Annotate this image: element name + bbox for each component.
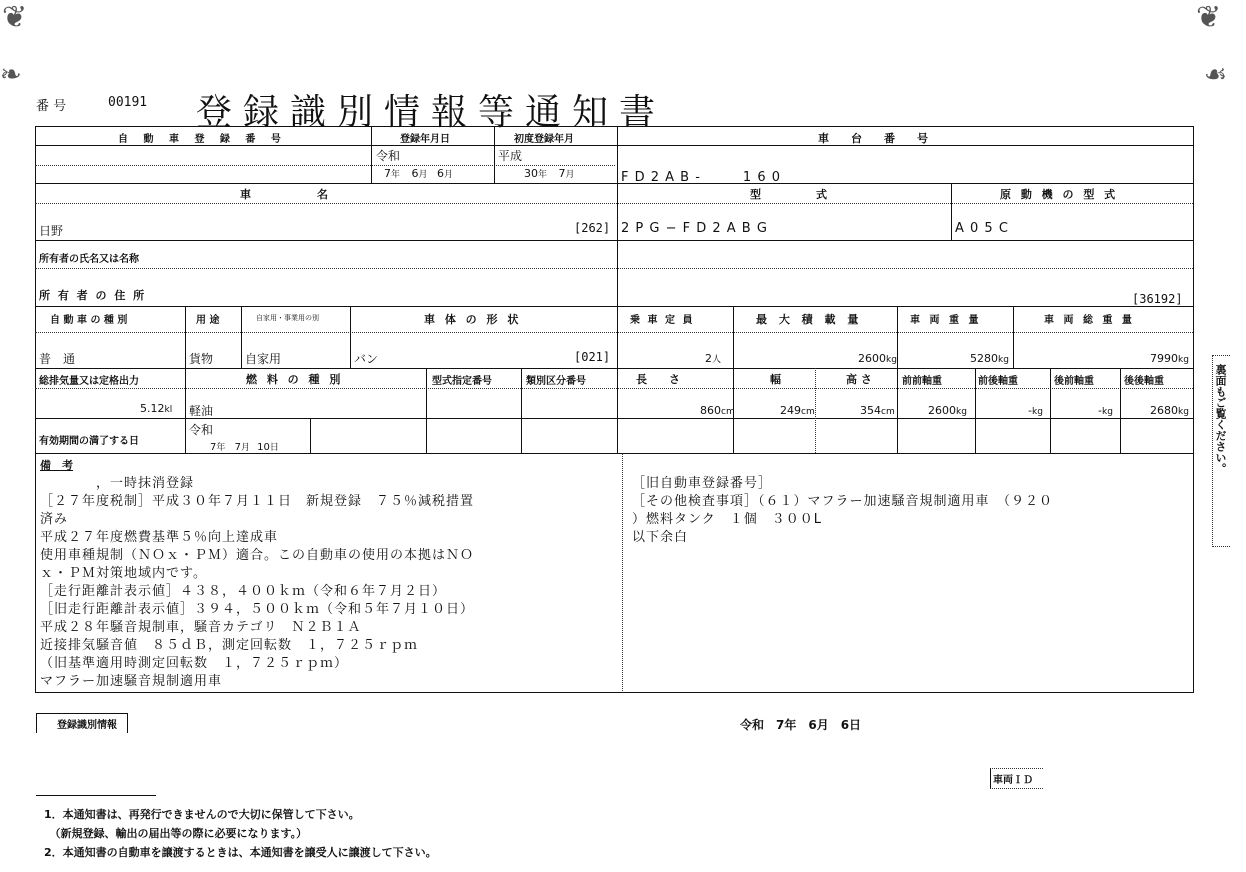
- vehicle-kind: 普 通: [39, 352, 76, 366]
- model-header: 型 式: [750, 188, 827, 201]
- length-value: 860cm: [700, 404, 735, 417]
- remark-line: 近接排気騒音値 ８５ｄＢ，測定回転数 １，７２５ｒｐｍ: [40, 638, 419, 653]
- rear-front-axle-header: 後前軸重: [1054, 376, 1094, 387]
- engine-model-value: A 0 5 C: [955, 221, 1009, 236]
- vehicle-id-box: 車両ＩＤ: [990, 768, 1043, 789]
- side-note-see-reverse: 裏面もご覧ください。: [1212, 355, 1230, 547]
- issue-date: 令和 7年 6月 6日: [740, 718, 862, 732]
- engine-model-header: 原 動 機 の 型 式: [1000, 188, 1119, 201]
- capacity-value: 2人: [705, 352, 722, 365]
- owner-address-label: 所 有 者 の 住 所: [39, 289, 147, 302]
- note-1-sub: （新規登録、輸出の届出等の際に必要になります。）: [44, 827, 308, 840]
- document-title: 登録識別情報等通知書: [196, 92, 667, 133]
- front-rear-axle-header: 前後軸重: [978, 376, 1018, 387]
- reg-era: 令和: [376, 149, 401, 163]
- note-1: 1．本通知書は、再発行できませんので大切に保管して下さい。: [44, 808, 360, 821]
- fuel-type-value: 軽油: [189, 404, 214, 418]
- remark-line: （旧基準適用時測定回転数 １，７２５ｒｐｍ）: [40, 656, 349, 671]
- gross-weight-header: 車 両 総 重 量: [1044, 315, 1135, 326]
- remark-line: 平成２８年騒音規制車，騒音カテゴリ Ｎ２Ｂ１Ａ: [40, 620, 362, 635]
- vehicle-weight-value: 5280kg: [970, 352, 1009, 365]
- max-load-header: 最 大 積 載 量: [756, 313, 863, 326]
- corner-ornament-left-lower: ❧: [0, 60, 22, 90]
- displacement-value: 5.12kl: [140, 402, 173, 415]
- remark-line: 済み: [40, 512, 69, 527]
- chassis-header: 車 台 番 号: [818, 132, 928, 145]
- body-shape-header: 車 体 の 形 状: [424, 313, 522, 326]
- body-shape-code: [021]: [574, 350, 611, 364]
- front-front-axle-header: 前前軸重: [902, 376, 942, 387]
- front-rear-axle-value: -kg: [1028, 404, 1043, 417]
- model-value: 2 P G − F D 2 A B G: [621, 221, 768, 236]
- owner-name-label: 所有者の氏名又は名称: [39, 254, 139, 265]
- remark-line: 使用車種規制（ＮＯｘ・ＰＭ）適合。この自動車の使用の本拠はＮＯ: [40, 548, 475, 563]
- chassis-number: F D 2 A B - 1 6 0: [621, 170, 782, 185]
- reg-date-value: 7年 6月 6月: [384, 167, 454, 180]
- body-shape-value: バン: [354, 352, 379, 366]
- kind-header: 自 動 車 の 種 別: [50, 315, 128, 326]
- reg-number-header: 自 動 車 登 録 番 号: [118, 134, 287, 145]
- use-header: 用 途: [196, 315, 220, 326]
- length-header: 長 さ: [636, 373, 680, 386]
- car-name: 日野: [39, 224, 64, 238]
- type-designation-header: 型式指定番号: [432, 376, 492, 387]
- remark-line: ［２７年度税制］平成３０年７月１１日 新規登録 ７５％減税措置: [40, 494, 475, 509]
- private-value: 自家用: [245, 352, 282, 366]
- remark-line: 平成２７年度燃費基準５％向上達成車: [40, 530, 279, 545]
- remark-line: マフラー加速騒音規制適用車: [40, 674, 223, 689]
- first-reg-header: 初度登録年月: [514, 134, 574, 145]
- car-name-header: 車 名: [240, 188, 328, 201]
- expiry-label: 有効期間の満了する日: [39, 436, 139, 447]
- width-header: 幅: [770, 373, 781, 386]
- height-value: 354cm: [860, 404, 895, 417]
- remark-line: ）燃料タンク １個 ３００L: [632, 512, 822, 527]
- registration-info-box: 登録識別情報: [36, 713, 128, 733]
- expiry-era: 令和: [189, 423, 214, 437]
- corner-ornament-right: ❦: [1196, 0, 1222, 35]
- use-value: 貨物: [189, 352, 214, 366]
- remark-line: ［走行距離計表示値］４３８，４００ｋｍ（令和６年７月２日）: [40, 584, 447, 599]
- remark-line: ［その他検査事項］（６１）マフラー加速騒音規制適用車 （９２０: [632, 494, 1054, 509]
- width-value: 249cm: [780, 404, 815, 417]
- car-name-code: [262]: [574, 221, 611, 235]
- gross-weight-value: 7990kg: [1150, 352, 1189, 365]
- rear-front-axle-value: -kg: [1098, 404, 1113, 417]
- remark-line: 以下余白: [632, 530, 689, 545]
- remarks-right: [632, 475, 1053, 547]
- vehicle-weight-header: 車 両 重 量: [910, 315, 982, 326]
- number-label: 番 号: [36, 99, 67, 114]
- document-number: 00191: [108, 95, 148, 110]
- expiry-date: 7年 7月 10日: [210, 442, 279, 453]
- displacement-header: 総排気量又は定格出力: [39, 376, 139, 387]
- owner-code: [36192]: [1132, 292, 1183, 306]
- height-header: 高 さ: [846, 373, 872, 386]
- first-reg-era: 平成: [498, 149, 523, 163]
- first-reg-value: 30年 7月: [524, 167, 575, 180]
- remark-line: ，一時抹消登録: [40, 476, 195, 491]
- corner-ornament-right-lower: ☙: [1204, 60, 1228, 90]
- remarks-label: 備 考: [40, 459, 73, 472]
- capacity-header: 乗 車 定 員: [630, 315, 695, 326]
- fuel-type-header: 燃 料 の 種 別: [246, 373, 344, 386]
- note-2: 2．本通知書の自動車を譲渡するときは、本通知書を譲受人に譲渡して下さい。: [44, 846, 437, 859]
- max-load-value: 2600kg: [858, 352, 897, 365]
- front-front-axle-value: 2600kg: [928, 404, 967, 417]
- private-header: 自家用・事業用の別: [256, 314, 319, 322]
- rear-rear-axle-header: 後後軸重: [1124, 376, 1164, 387]
- rear-rear-axle-value: 2680kg: [1150, 404, 1189, 417]
- corner-ornament-left: ❦: [2, 0, 28, 35]
- class-number-header: 類別区分番号: [526, 376, 586, 387]
- remarks-left: [40, 475, 474, 691]
- reg-date-header: 登録年月日: [400, 134, 450, 145]
- remark-line: ［旧自動車登録番号］: [632, 476, 773, 491]
- remark-line: ［旧走行距離計表示値］３９４，５００ｋｍ（令和５年７月１０日）: [40, 602, 475, 617]
- remark-line: ｘ・ＰＭ対策地域内です。: [40, 566, 207, 581]
